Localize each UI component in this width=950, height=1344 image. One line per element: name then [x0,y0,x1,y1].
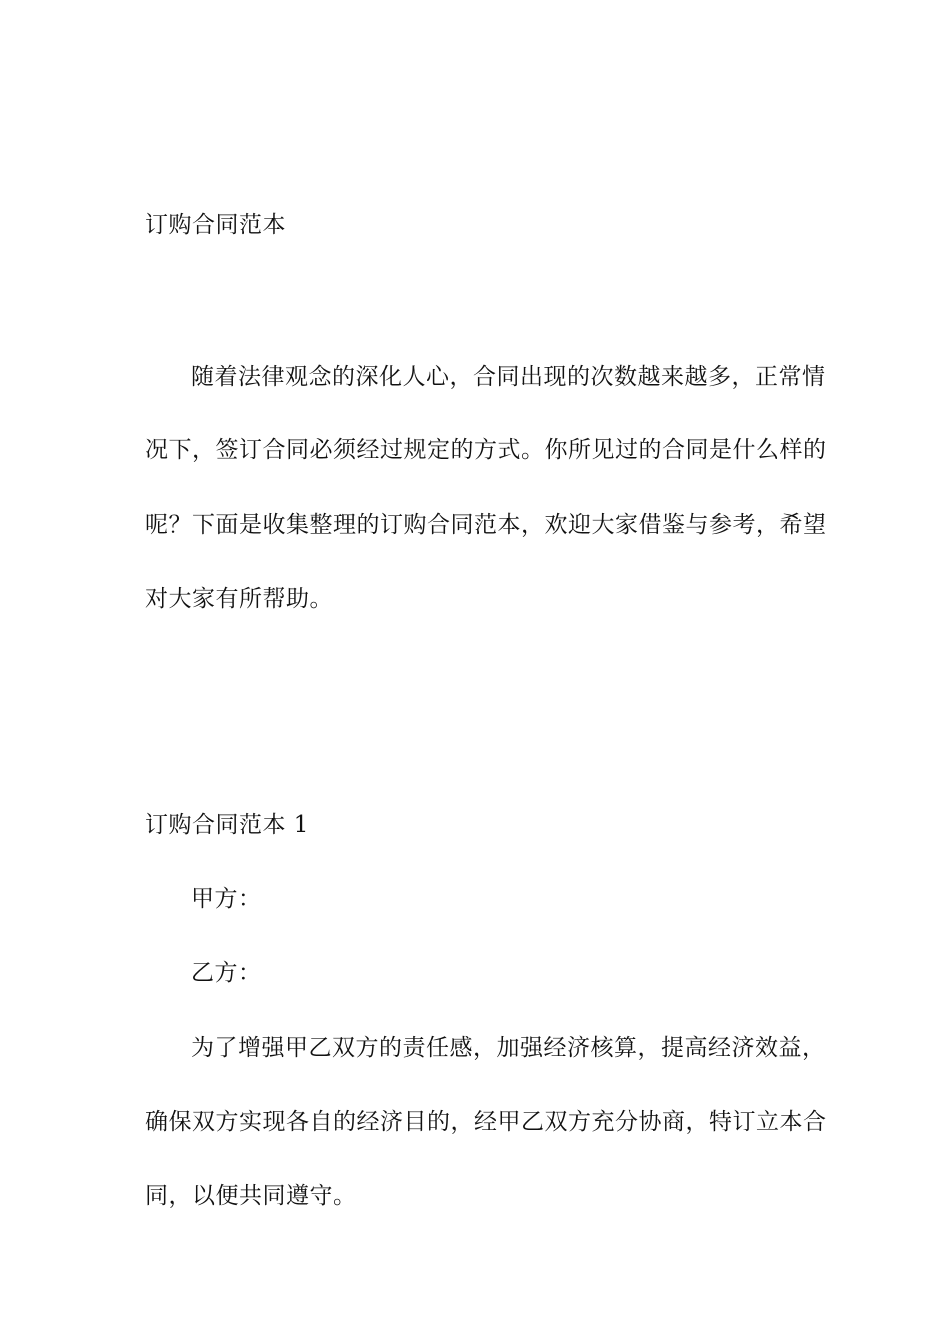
intro-paragraph-line-3: 呢？下面是收集整理的订购合同范本，欢迎大家借鉴与参考，希望 [145,512,827,538]
body-paragraph-line-3: 同，以便共同遵守。 [145,1183,357,1209]
party-a-label: 甲方： [191,886,262,912]
document-title: 订购合同范本 [145,212,286,238]
body-paragraph-line-1: 为了增强甲乙双方的责任感，加强经济核算，提高经济效益， [191,1035,826,1061]
section-title: 订购合同范本 1 [145,812,309,838]
party-b-label: 乙方： [191,960,262,986]
intro-paragraph-line-1: 随着法律观念的深化人心，合同出现的次数越来越多，正常情 [191,364,826,390]
body-paragraph-line-2: 确保双方实现各自的经济目的，经甲乙双方充分协商，特订立本合 [145,1109,827,1135]
intro-paragraph-line-2: 况下，签订合同必须经过规定的方式。你所见过的合同是什么样的 [145,437,827,463]
intro-paragraph-line-4: 对大家有所帮助。 [145,586,333,612]
